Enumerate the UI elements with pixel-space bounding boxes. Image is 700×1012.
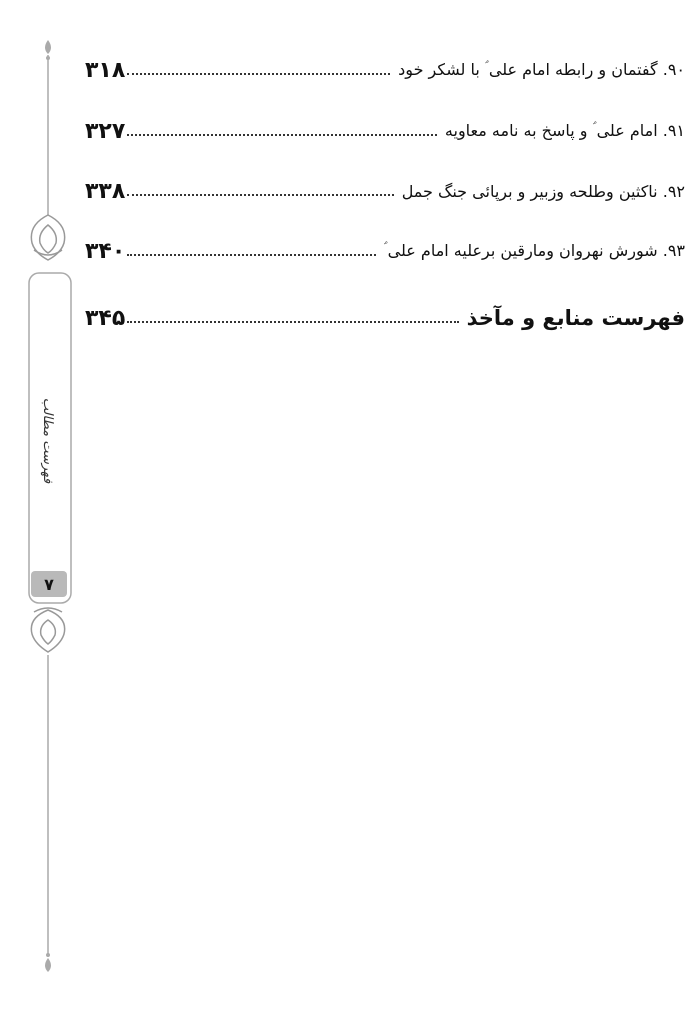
dot-leader (127, 321, 458, 323)
toc-page-number: ۳۲۷ (85, 118, 126, 144)
page-number-badge (31, 571, 67, 597)
toc-entry[interactable] (85, 231, 685, 271)
dot-leader (127, 73, 390, 75)
running-section-title (33, 340, 63, 540)
toc-entry-title: ۹۲. ناکثین وطلحه وزبیر و برپائی جنگ جمل (401, 181, 685, 201)
toc-entry-title: ۹۱. امام علی ؑ و پاسخ به نامه معاویه (444, 121, 685, 140)
dot-leader (127, 254, 375, 256)
page-number: ۷ (44, 574, 54, 594)
toc-entry-title: ۹۳. شورش نهروان ومارقین برعلیه امام علی ؑ (383, 241, 685, 260)
toc-page-number: ۳۳۸ (85, 178, 126, 204)
toc-entry[interactable] (85, 171, 685, 211)
toc-entry[interactable] (85, 111, 685, 151)
table-of-contents (85, 0, 685, 400)
toc-entry-title: ۹۰. گفتمان و رابطه امام علی ؑ با لشکر خود (398, 60, 685, 79)
section-title-text: فهرست مطالب (40, 397, 56, 483)
toc-page-number: ۳۴۵ (85, 305, 126, 331)
toc-page-number: ۳۴۰ (85, 238, 126, 264)
toc-entry[interactable] (85, 50, 685, 90)
dot-leader (127, 134, 437, 136)
dot-leader (127, 194, 393, 196)
toc-entry-references[interactable] (85, 298, 685, 338)
toc-page-number: ۳۱۸ (85, 57, 126, 83)
toc-entry-title: فهرست منابع و مآخذ (466, 306, 685, 330)
